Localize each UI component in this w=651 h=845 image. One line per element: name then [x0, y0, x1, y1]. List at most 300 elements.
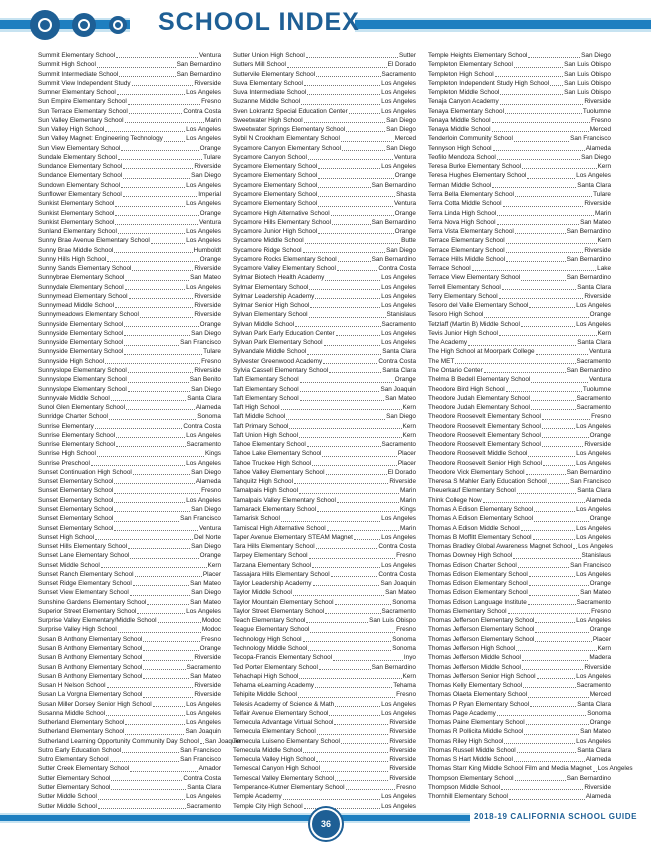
header-dot-medium — [72, 13, 96, 37]
dot-leader — [132, 85, 194, 86]
dot-leader — [528, 604, 576, 605]
school-name: Tesoro del Valle Elementary School — [428, 302, 529, 310]
county-name: Los Angeles — [381, 533, 416, 541]
county-name: Santa Clara — [187, 394, 221, 402]
county-name: San Diego — [581, 51, 611, 59]
dot-leader — [515, 233, 566, 234]
county-name: Santa Clara — [187, 783, 221, 791]
school-name: Sutherland Learning Opportunity Community Day School — [38, 737, 199, 745]
index-entry — [233, 134, 416, 143]
school-name: Tamiscal High Alternative School — [233, 524, 326, 532]
dot-leader — [495, 76, 563, 77]
index-entry — [233, 514, 416, 523]
school-name: Taft Elementary School — [233, 385, 299, 393]
county-name: Modoc — [201, 626, 221, 634]
dot-leader — [517, 752, 577, 753]
dot-leader — [111, 400, 186, 401]
county-name: Butte — [401, 237, 416, 245]
index-entry — [428, 348, 611, 357]
dot-leader — [286, 419, 385, 420]
dot-leader — [121, 150, 198, 151]
school-name: Taft Elementary School — [233, 394, 299, 402]
index-entry — [38, 264, 221, 273]
dot-leader — [147, 604, 189, 605]
county-name: Riverside — [194, 311, 221, 319]
school-name: Sycamore Canyon School — [233, 153, 307, 161]
county-name: Marin — [400, 496, 416, 504]
index-entry — [428, 524, 611, 533]
school-name: Sybil N Crookham Elementary School — [233, 135, 340, 143]
index-entry — [428, 663, 611, 672]
county-name: Sacramento — [186, 663, 221, 671]
dot-leader — [137, 613, 185, 614]
school-name: Sunrise Elementary School — [38, 431, 116, 439]
dot-leader — [107, 687, 194, 688]
school-name: Sunnymead Middle School — [38, 302, 115, 310]
index-entry — [428, 672, 611, 681]
county-name: Ventura — [588, 348, 611, 356]
county-name: Riverside — [584, 292, 611, 300]
dot-leader — [455, 363, 575, 364]
index-entry — [233, 755, 416, 764]
index-entry — [38, 579, 221, 588]
dot-leader — [331, 215, 394, 216]
school-name: Sycamore Elementary School — [233, 190, 318, 198]
index-entry — [428, 70, 611, 79]
index-entry — [233, 51, 416, 60]
dot-leader — [98, 808, 186, 809]
index-entry — [428, 338, 611, 347]
dot-leader — [289, 428, 401, 429]
dot-leader — [115, 307, 193, 308]
county-name: Alameda — [585, 496, 611, 504]
county-name: Fresno — [396, 783, 416, 791]
county-name: San Luis Obispo — [564, 79, 611, 87]
dot-leader — [299, 437, 401, 438]
dot-leader — [308, 650, 391, 651]
county-name: Riverside — [194, 265, 221, 273]
index-entry — [38, 301, 221, 310]
index-entry — [428, 125, 611, 134]
county-name: Los Angeles — [186, 89, 221, 97]
index-entry — [233, 310, 416, 319]
county-name: Los Angeles — [186, 431, 221, 439]
county-name: San Diego — [191, 329, 221, 337]
dot-leader — [110, 761, 179, 762]
index-entry — [233, 681, 416, 690]
school-name: Thornhill Elementary School — [428, 793, 508, 801]
index-entry — [233, 635, 416, 644]
index-entry — [428, 218, 611, 227]
county-name: Kings — [400, 506, 416, 513]
school-name: Susan B Anthony Elementary School — [38, 644, 143, 652]
county-name: Sonoma — [392, 644, 416, 652]
county-name: Kern — [402, 422, 416, 430]
index-entry — [233, 783, 416, 792]
county-name: Sacramento — [576, 357, 611, 365]
county-name: San Bernardino — [566, 468, 611, 476]
index-entry — [233, 79, 416, 88]
school-name: Sun Valley Magnet: Engineering Technology — [38, 135, 163, 143]
index-entry — [428, 579, 611, 588]
index-entry — [38, 625, 221, 634]
county-name: Riverside — [584, 441, 611, 449]
dot-leader — [111, 780, 182, 781]
index-entry — [38, 737, 241, 746]
index-entry — [428, 774, 611, 783]
county-name: Santa Clara — [577, 487, 611, 495]
county-name: Orange — [199, 644, 221, 652]
dot-leader — [295, 326, 380, 327]
dot-leader — [316, 76, 380, 77]
county-name: Kern — [402, 404, 416, 412]
dot-leader — [313, 585, 380, 586]
school-name: Thomas A Edison Elementary School — [428, 506, 534, 513]
dot-leader — [312, 465, 397, 466]
dot-leader — [514, 67, 563, 68]
school-name: Theresa S Mahler Early Education School — [428, 478, 547, 486]
index-entry — [38, 588, 221, 597]
dot-leader — [529, 576, 575, 577]
county-name: Kern — [597, 644, 611, 652]
index-entry — [38, 690, 221, 699]
dot-leader — [106, 715, 185, 716]
index-entry — [428, 542, 611, 551]
school-name: Tesoro High School — [428, 311, 484, 319]
county-name: Sonoma — [392, 635, 416, 643]
county-name: Sacramento — [576, 682, 611, 690]
dot-leader — [492, 122, 591, 123]
index-entry — [428, 246, 611, 255]
index-entry — [233, 431, 416, 440]
school-name: Sunny Brae Middle School — [38, 246, 114, 254]
index-entry — [428, 329, 611, 338]
index-entry — [38, 672, 221, 681]
dot-leader — [98, 799, 185, 800]
dot-leader — [542, 446, 583, 447]
school-name: Sunnyside Elementary School — [38, 339, 124, 347]
dot-leader — [335, 780, 388, 781]
school-name: Tarpey Elementary School — [233, 552, 308, 560]
school-name: Sutters Mill School — [233, 61, 286, 69]
county-name: Kern — [402, 672, 416, 680]
dot-leader — [307, 94, 380, 95]
county-name: Los Angeles — [578, 543, 613, 551]
school-name: Temecula Middle School — [233, 746, 303, 754]
dot-leader — [534, 511, 575, 512]
county-name: Los Angeles — [576, 617, 611, 625]
county-name: Tehama — [393, 682, 416, 690]
dot-leader — [528, 456, 575, 457]
county-name: Orange — [394, 228, 416, 236]
index-entry — [233, 301, 416, 310]
dot-leader — [97, 67, 176, 68]
school-name: Thomas Jefferson High School — [428, 644, 516, 652]
school-name: Sunny Brae Avenue Elementary School — [38, 237, 150, 245]
index-entry — [38, 663, 221, 672]
school-name: Taylor Mountain Elementary School — [233, 598, 334, 606]
county-name: Los Angeles — [381, 292, 416, 300]
index-entry — [233, 459, 416, 468]
index-entry — [38, 144, 221, 153]
dot-leader — [300, 400, 384, 401]
county-name: Contra Costa — [378, 357, 416, 365]
index-column-2 — [233, 51, 416, 811]
index-entry — [233, 764, 416, 773]
county-name: Riverside — [389, 719, 416, 727]
dot-leader — [521, 326, 575, 327]
index-entry — [38, 496, 221, 505]
index-entry — [38, 338, 221, 347]
index-entry — [38, 310, 221, 319]
index-entry — [428, 403, 611, 412]
dot-leader — [303, 252, 386, 253]
dot-leader — [114, 502, 185, 503]
dot-leader — [500, 94, 563, 95]
dot-leader — [115, 224, 198, 225]
school-name: Sylvia Cassell Elementary School — [233, 367, 329, 375]
dot-leader — [318, 206, 393, 207]
school-name: Sunland Elementary School — [38, 228, 117, 236]
school-name: Sutherland Elementary School — [38, 719, 125, 727]
index-entry — [233, 551, 416, 560]
index-entry — [233, 357, 416, 366]
county-name: Santa Clara — [577, 283, 611, 291]
dot-leader — [281, 521, 380, 522]
county-name: San Diego — [191, 172, 221, 180]
index-entry — [428, 366, 611, 375]
school-name: Sunset Elementary School — [38, 496, 114, 504]
index-entry — [428, 700, 611, 709]
county-name: Los Angeles — [381, 79, 416, 87]
county-name: Riverside — [584, 200, 611, 208]
index-entry — [233, 449, 416, 458]
dot-leader — [116, 437, 185, 438]
county-name: San Luis Obispo — [564, 61, 611, 69]
dot-leader — [105, 363, 200, 364]
index-entry — [233, 709, 416, 718]
county-name: Orange — [589, 431, 611, 439]
county-name: Los Angeles — [576, 524, 611, 532]
index-entry — [38, 412, 221, 421]
dot-leader — [107, 261, 198, 262]
dot-leader — [303, 752, 388, 753]
dot-leader — [293, 595, 384, 596]
index-entry — [428, 477, 611, 486]
index-entry — [233, 162, 416, 171]
dot-leader — [531, 409, 576, 410]
index-entry — [428, 514, 611, 523]
county-name: Modoc — [201, 617, 221, 625]
school-name: Temple Heights Elementary School — [428, 51, 528, 59]
school-name: Technology High School — [233, 635, 302, 643]
index-entry — [428, 616, 611, 625]
school-name: Temescal Valley Elementary School — [233, 774, 335, 782]
index-entry — [233, 375, 416, 384]
county-name: Los Angeles — [186, 135, 221, 143]
dot-leader — [310, 632, 395, 633]
school-name: Sven Lokrantz Special Education Center — [233, 107, 348, 115]
index-entry — [428, 431, 611, 440]
school-name: Sylvan Elementary School — [233, 311, 308, 319]
index-entry — [428, 792, 611, 801]
dot-leader — [97, 456, 204, 457]
school-name: Sunflower Elementary School — [38, 190, 122, 198]
dot-leader — [309, 317, 386, 318]
dot-leader — [124, 335, 190, 336]
county-name: Merced — [394, 135, 416, 143]
county-name: San Bernardino — [566, 367, 611, 375]
school-name: Terrace School — [428, 265, 471, 273]
dot-leader — [109, 419, 196, 420]
school-name: Thomas Jefferson Middle School — [428, 663, 521, 671]
dot-leader — [281, 409, 402, 410]
county-name: Orange — [589, 580, 611, 588]
school-name: Sunnyside High School — [38, 357, 105, 365]
dot-leader — [121, 187, 185, 188]
index-entry — [233, 607, 416, 616]
dot-leader — [133, 474, 190, 475]
dot-leader — [95, 428, 183, 429]
dot-leader — [105, 131, 185, 132]
county-name: Los Angeles — [381, 302, 416, 310]
dot-leader — [125, 122, 205, 123]
county-name: Riverside — [584, 663, 611, 671]
dot-leader — [304, 808, 381, 809]
county-name: Los Angeles — [576, 422, 611, 430]
school-name: Suva Elementary School — [233, 79, 303, 87]
dot-leader — [503, 206, 584, 207]
county-name: Placer — [397, 450, 416, 458]
school-name: Terman Middle School — [428, 181, 492, 189]
dot-leader — [125, 734, 184, 735]
school-name: Terra Nova High School — [428, 218, 496, 226]
county-name: Stanislaus — [581, 552, 611, 560]
school-name: Taper Avenue Elementary STEAM Magnet — [233, 533, 353, 541]
county-name: Los Angeles — [576, 320, 611, 328]
dot-leader — [521, 530, 576, 531]
index-entry — [38, 764, 221, 773]
index-entry — [38, 97, 221, 106]
county-name: San Mateo — [580, 589, 611, 597]
index-entry — [233, 422, 416, 431]
dot-leader — [514, 141, 569, 142]
index-entry — [233, 144, 416, 153]
school-name: Temecula Advantage Virtual School — [233, 719, 334, 727]
index-entry — [233, 70, 416, 79]
school-name: Terra Vista Elementary School — [428, 228, 514, 236]
index-entry — [38, 246, 221, 255]
county-name: San Diego — [386, 144, 416, 152]
county-name: San Diego — [386, 246, 416, 254]
county-name: Los Angeles — [186, 228, 221, 236]
page-number: 36 — [310, 808, 342, 840]
dot-leader — [336, 335, 381, 336]
county-name: San Luis Obispo — [564, 89, 611, 97]
school-name: Think College Now — [428, 496, 482, 504]
school-name: The High School at Moorpark College — [428, 348, 535, 356]
school-name: Thompson Middle School — [428, 783, 501, 791]
dot-leader — [129, 298, 194, 299]
index-entry — [233, 625, 416, 634]
county-name: San Diego — [191, 385, 221, 393]
index-entry — [38, 422, 221, 431]
index-entry — [38, 774, 221, 783]
dot-leader — [334, 724, 388, 725]
index-entry — [428, 236, 611, 245]
dot-leader — [506, 391, 582, 392]
school-name: Sycamore Hills Elementary School — [233, 218, 332, 226]
index-entry — [428, 116, 611, 125]
index-entry — [233, 672, 416, 681]
index-entry — [38, 79, 221, 88]
county-name: Los Angeles — [576, 302, 611, 310]
county-name: Contra Costa — [378, 570, 416, 578]
school-name: Surprise Valley Elementary/Middle School — [38, 617, 157, 625]
school-name: Thomas Riley High School — [428, 737, 504, 745]
county-name: Los Angeles — [381, 802, 416, 810]
county-name: Ventura — [588, 376, 611, 384]
school-name: Tennyson High School — [428, 144, 492, 152]
school-name: Terra Linda High School — [428, 209, 497, 217]
dot-leader — [472, 270, 597, 271]
school-name: Sylvester Greenwood Academy — [233, 357, 323, 365]
school-name: Sunkist Elementary School — [38, 209, 115, 217]
county-name: Alameda — [585, 144, 611, 152]
school-name: Sunrise Preschool — [38, 459, 90, 467]
index-entry — [233, 153, 416, 162]
index-entry — [233, 477, 416, 486]
county-name: Tuolumne — [582, 107, 611, 115]
school-name: Templeton Elementary School — [428, 61, 513, 69]
index-entry — [38, 255, 221, 264]
school-name: Sylmar Senior High School — [233, 302, 310, 310]
county-name: Stanislaus — [386, 311, 416, 319]
index-entry — [38, 366, 221, 375]
school-name: Sunny Hills High School — [38, 255, 107, 263]
school-name: Thomas Page Academy — [428, 709, 496, 717]
school-name: Susan La Vorgna Elementary School — [38, 691, 143, 699]
dot-leader — [329, 372, 381, 373]
school-name: Sylmar Elementary School — [233, 283, 309, 291]
county-name: San Diego — [191, 543, 221, 551]
index-entry — [428, 134, 611, 143]
county-name: Orange — [199, 552, 221, 560]
county-name: Sacramento — [576, 404, 611, 412]
school-name: Thelma B Bedell Elementary School — [428, 376, 531, 384]
school-name: Taylor Leadership Academy — [233, 580, 312, 588]
dot-leader — [325, 280, 380, 281]
county-name: Orange — [199, 255, 221, 263]
county-name: Orange — [394, 172, 416, 180]
dot-leader — [522, 669, 583, 670]
dot-leader — [526, 724, 589, 725]
dot-leader — [531, 400, 576, 401]
index-entry — [38, 209, 221, 218]
index-entry — [428, 79, 611, 88]
school-name: Taft High School — [233, 404, 280, 412]
school-name: Terrace Hills Middle School — [428, 255, 506, 263]
dot-leader — [492, 187, 576, 188]
county-name: Los Angeles — [186, 459, 221, 467]
school-name: Terry Elementary School — [428, 292, 498, 300]
dot-leader — [200, 743, 204, 744]
county-name: Sacramento — [381, 441, 416, 449]
school-name: Sunset Elementary School — [38, 487, 114, 495]
county-name: San Mateo — [190, 672, 221, 680]
county-name: San Luis Obispo — [564, 70, 611, 78]
county-name: Kern — [597, 329, 611, 337]
